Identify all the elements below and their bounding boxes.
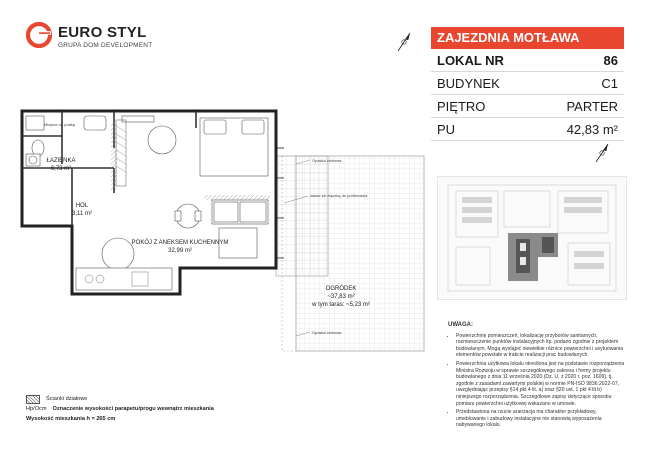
info-value: 86 <box>603 52 618 68</box>
room-bathroom-name: ŁAZIENKA <box>46 158 76 164</box>
brand-name: EURO STYL <box>58 24 147 41</box>
legend-text: Oznaczenie wysokości parapetu/progu wewnątrz mieszkania <box>52 406 214 412</box>
project-title: ZAJEZDNIA MOTŁAWA <box>431 27 624 49</box>
toilet-icon <box>32 140 44 156</box>
legend-text: Wysokość mieszkania h = 265 cm <box>26 416 116 422</box>
desk-icon <box>122 116 154 122</box>
logo-mark-icon <box>26 22 52 48</box>
site-north-arrow-icon <box>593 142 611 164</box>
legend-row-ceiling-height <box>26 414 326 424</box>
brand-subtitle: GRUPA DOM DEVELOPMENT <box>58 42 153 49</box>
info-row-lokal <box>431 49 624 72</box>
legend-key: Hp/Ocm <box>26 406 47 412</box>
info-value: 42,83 m² <box>566 121 618 137</box>
site-plan <box>437 176 627 300</box>
kitchen-counter <box>76 268 172 290</box>
notes-title: UWAGA: <box>448 322 473 328</box>
info-value: PARTER <box>566 98 618 114</box>
note-item: • Przedstawiona na rzucie aranżacja ma charakter przykładowy, umeblowanie i zabudowy instalacyjne nie stanowią wyposażenia nabywanego lokalu. <box>456 409 628 429</box>
gravel-note-bottom: Opaska żwirowa <box>312 330 342 335</box>
garden-area-value: ~37,83 m² <box>327 294 355 300</box>
drain-note: zawór ze złączką do podlewania <box>310 193 368 198</box>
info-label: BUDYNEK <box>437 75 500 91</box>
armchair-icon <box>148 126 176 154</box>
apartment-info-panel <box>431 27 624 141</box>
garden-name: OGRÓDEK <box>325 286 357 292</box>
terrace-area-value: w tym taras: ~5,23 m² <box>312 302 370 308</box>
room-hall-area: 3,11 m² <box>72 211 92 217</box>
room-hall-name: HOL <box>75 203 89 209</box>
round-table-icon <box>102 238 134 270</box>
legend-row-partitions <box>26 394 326 404</box>
notes-section <box>448 322 628 431</box>
info-label: PIĘTRO <box>437 98 486 114</box>
note-item: • Powierzchnia użytkowa lokalu określona jest na podstawie rozporządzenia Ministra Rozwoju w sprawie szczegółowego zakresu i formy projektu budowlanego z dnia 11 września 2020 (Dz. U. z 2020 r. poz. 1609), tj. zgodnie z zasadami zawartymi polskiej w normie PN-ISO 9836:2022-07, uwzględniając przepisy §14 pkt 4 lit. a) oraz §20 ust. 1 pkt 4 lit b) niniejszego rozporządzenia. Szczegółowe zapisy dotyczące sposobu pomiaru powierzchni użytkowej wskazano w umowie. <box>456 361 628 407</box>
info-label: PU <box>437 121 456 137</box>
legend-text: Ścianki działowe <box>46 396 88 402</box>
room-bathroom-area: 6,73 m² <box>50 166 72 172</box>
logo <box>26 22 186 58</box>
gravel-note-top: Opaska żwirowa <box>312 158 342 163</box>
room-living-name: POKÓJ Z ANEKSEM KUCHENNYM <box>131 240 229 246</box>
info-row-pu <box>431 118 624 141</box>
info-row-budynek <box>431 72 624 95</box>
legend-row-height-marker <box>26 404 326 414</box>
info-label: LOKAL NR <box>437 52 504 68</box>
washbasin-icon <box>84 116 106 130</box>
shower-icon <box>26 116 44 130</box>
washer-note: Miejsce na pralkę <box>44 122 76 127</box>
legend <box>26 394 326 424</box>
info-value: C1 <box>601 75 618 91</box>
hatch-swatch-icon <box>26 395 40 404</box>
info-row-pietro <box>431 95 624 118</box>
floor-plan <box>14 108 434 358</box>
north-arrow-icon <box>395 31 413 53</box>
room-living-area: 32,99 m² <box>168 248 192 254</box>
note-item: • Powierzchnię pomieszczeń, lokalizację przyborów sanitarnych, rozmieszczenie punktów instalacyjnych itp. podano zgodnie z projektem budowlanym. Mogą wystąpić niewielkie różnice powierzchni i usytuowania elementów powstałe w trakcie realizacji prac budowlanych. <box>456 333 628 359</box>
